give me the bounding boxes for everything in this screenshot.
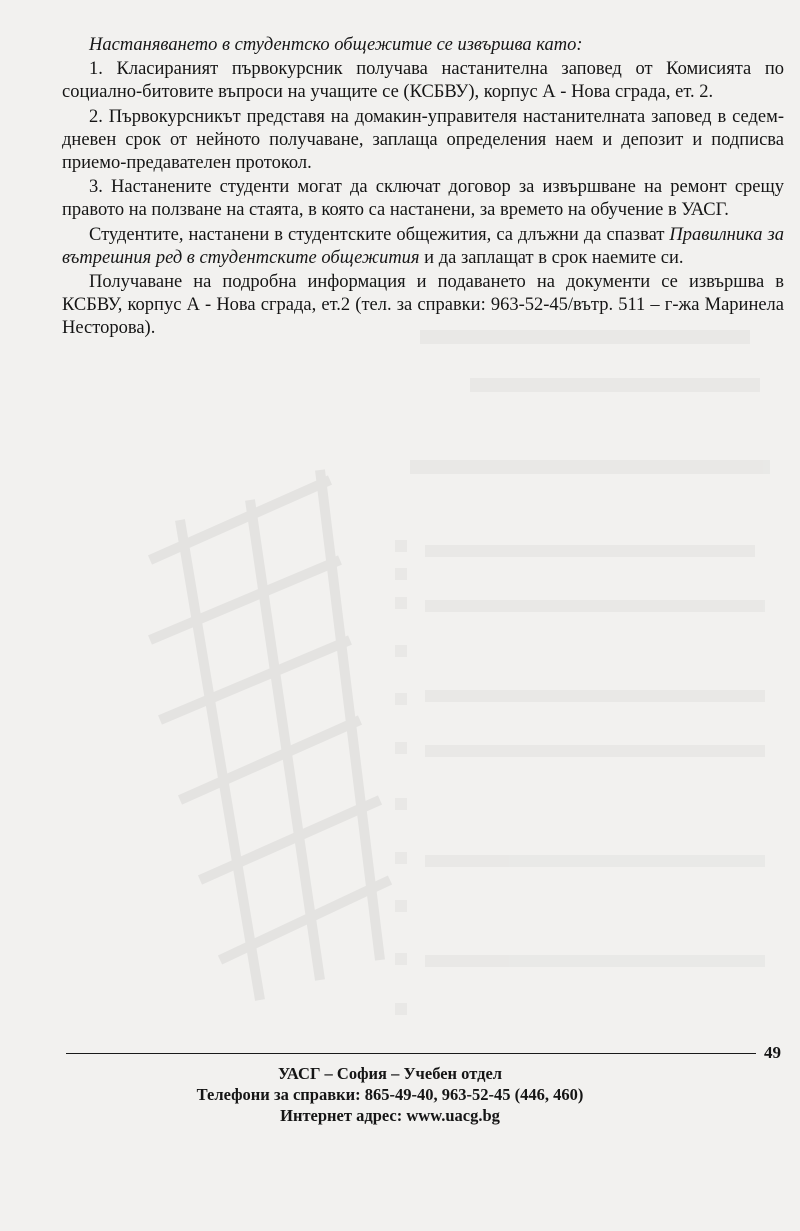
- section-heading: Настаняването в студентско общежитие се извършва като:: [89, 35, 583, 55]
- list-item-2: 2. Първокурсникът представя на домакин-управителя настанителната заповед в седем-дневен срок от нейното получаване, заплаща определения наем и депозит и подписва приемо-предавателен протокол.: [62, 106, 784, 174]
- page-number: 49: [764, 1043, 781, 1062]
- info-paragraph: Получаване на подробна информация и подаването на документи се извършва в КСБВУ, корпус А - Нова сграда, ет.2 (тел. за справки: 963-52-45/вътр. 511 – г-жа Маринела Несторова).: [62, 272, 784, 339]
- rules-text-after: и да заплащат в срок наемите си.: [419, 247, 684, 268]
- list-item-3: 3. Настанените студенти могат да сключат договор за извършване на ремонт срещу правото на ползване на стаята, в която са настанени, за времето на обучение в УАСГ.: [62, 177, 784, 221]
- rules-document-title: Правилника за вътрешния ред в студентските общежития: [62, 224, 784, 268]
- footer: [130, 1063, 650, 1126]
- footer-institution: УАСГ – София – Учебен отдел: [277, 1064, 503, 1083]
- footer-website: Интернет адрес: www.uacg.bg: [280, 1106, 500, 1125]
- footer-divider: [66, 1053, 756, 1054]
- list-item-1: 1. Класираният първокурсник получава настанителна заповед от Комисията по социално-битовите въпроси на учащите се (КСБВУ), корпус А - Нова сграда, ет. 2.: [62, 59, 784, 103]
- rules-paragraph: [62, 224, 784, 270]
- rules-text-before: Студентите, настанени в студентските общежития, са длъжни да спазват: [89, 224, 670, 245]
- main-text: [62, 34, 784, 342]
- footer-phones: Телефони за справки: 865-49-40, 963-52-45 (446, 460): [196, 1085, 584, 1104]
